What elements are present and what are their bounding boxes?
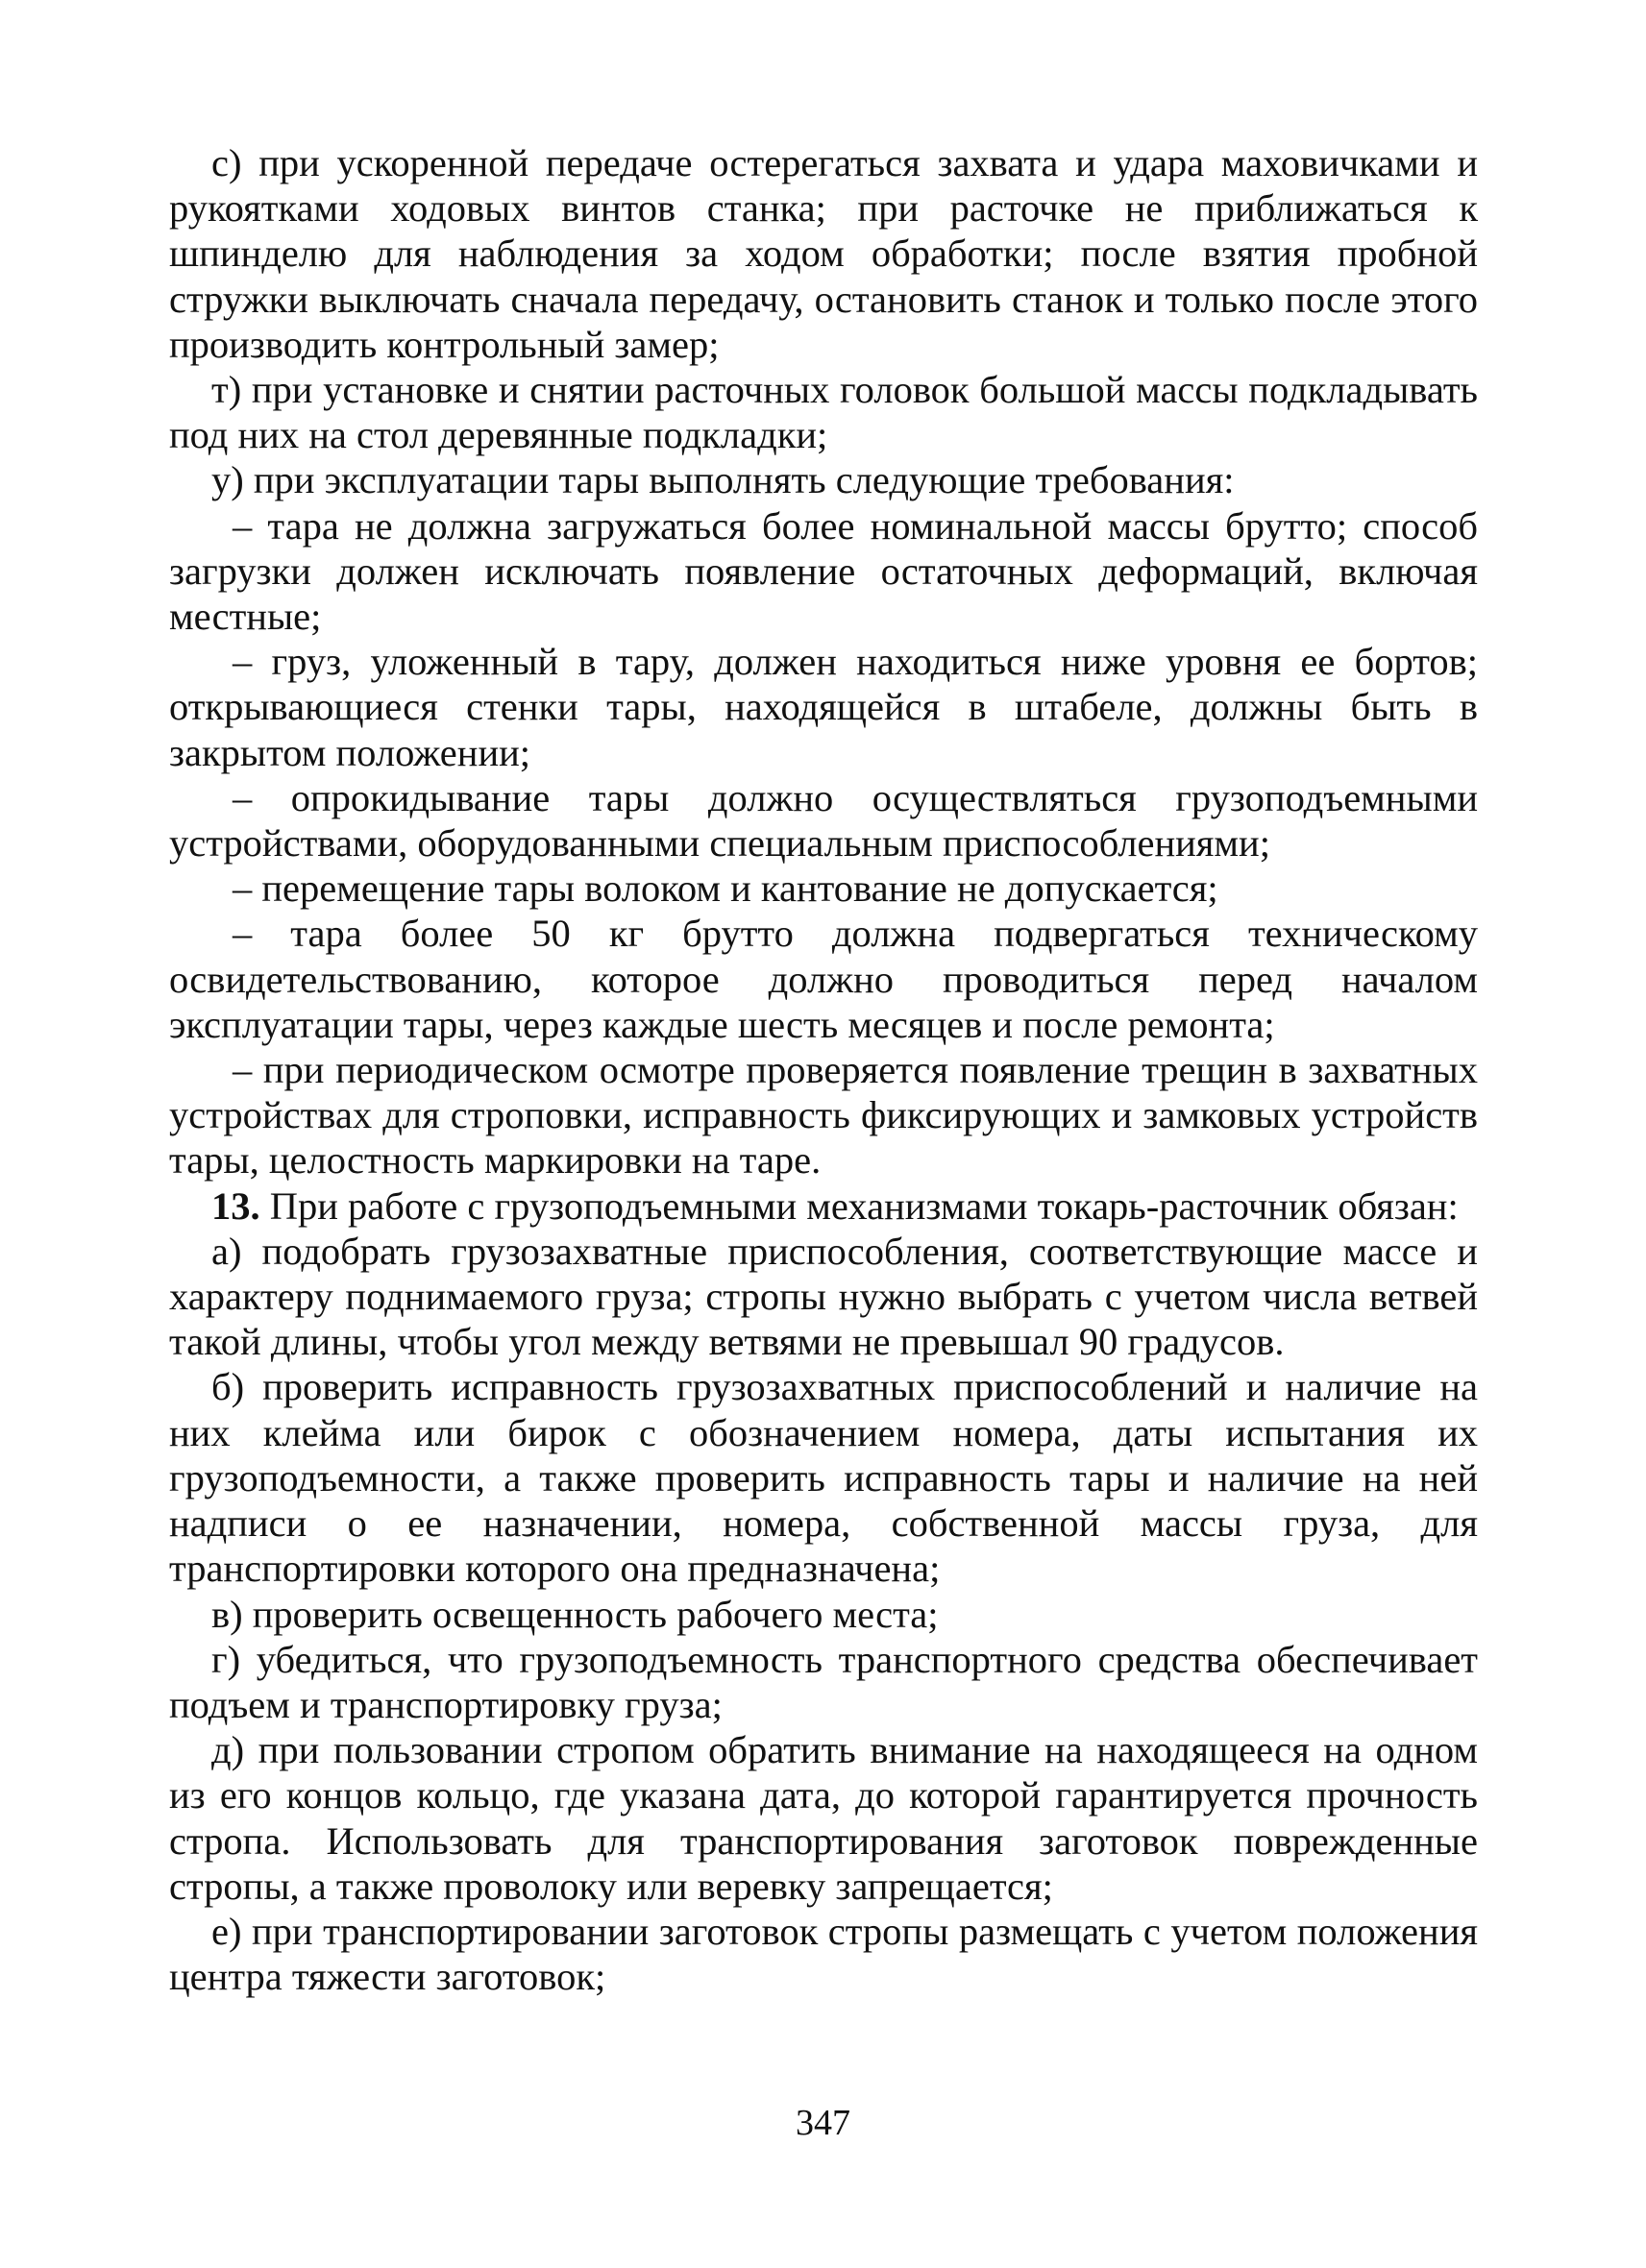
list-item: – тара более 50 кг брутто должна подвергаться техническому освидетельствованию, которое должно проводиться перед началом эксплуатации тары, через каждые шесть месяцев и после ремонта; bbox=[169, 912, 1478, 1046]
paragraph-s: с) при ускоренной передаче остерегаться захвата и удара маховичками и рукоятками ходовых винтов станка; при расточке не приближаться к шпинделю для наблюдения за ходом обработки; после взятия пробной стружки выключать сначала передачу, остановить станок и только после этого производить контрольный замер; bbox=[169, 141, 1478, 366]
section-13 bbox=[169, 1183, 1478, 1229]
paragraph-t: т) при установке и снятии расточных головок большой массы подкладывать под них на стол деревянные подкладки; bbox=[169, 368, 1478, 457]
paragraph-a: а) подобрать грузозахватные приспособления, соответствующие массе и характеру поднимаемого груза; стропы нужно выбрать с учетом числа ветвей такой длины, чтобы угол между ветвями не превышал 90 градусов. bbox=[169, 1229, 1478, 1364]
paragraph-b: б) проверить исправность грузозахватных приспособлений и наличие на них клейма или бирок с обозначением номера, даты испытания их грузоподъемности, а также проверить исправность тары и наличие на ней надписи о ее назначении, номера, собственной массы груза, для транспортировки которого она предназначена; bbox=[169, 1365, 1478, 1591]
section-number: 13. bbox=[211, 1183, 260, 1228]
paragraph-d: д) при пользовании стропом обратить внимание на находящееся на одном из его концов кольцо, где указана дата, до которой гарантируется прочность стропа. Использовать для транспортирования заготовок поврежденные стропы, а также проволоку или веревку запрещается; bbox=[169, 1728, 1478, 1908]
paragraph-u: у) при эксплуатации тары выполнять следующие требования: bbox=[211, 458, 1235, 502]
list-item: – груз, уложенный в тару, должен находиться ниже уровня ее бортов; открывающиеся стенки тары, находящейся в штабеле, должны быть в закрытом положении; bbox=[169, 640, 1478, 774]
paragraph-g: г) убедиться, что грузоподъемность транспортного средства обеспечивает подъем и транспортировку груза; bbox=[169, 1637, 1478, 1726]
page-number: 347 bbox=[796, 2103, 850, 2143]
paragraph-e: е) при транспортировании заготовок стропы размещать с учетом положения центра тяжести заготовок; bbox=[169, 1909, 1478, 1999]
section-text: При работе с грузоподъемными механизмами токарь-расточник обязан: bbox=[259, 1183, 1459, 1228]
page-body bbox=[169, 140, 1478, 1999]
list-item: – опрокидывание тары должно осуществляться грузоподъемными устройствами, оборудованными специальным приспособлениями; bbox=[169, 775, 1478, 866]
list-item: – тара не должна загружаться более номинальной массы брутто; способ загрузки должен исключать появление остаточных деформаций, включая местные; bbox=[169, 503, 1478, 639]
paragraph-v: в) проверить освещенность рабочего места; bbox=[211, 1592, 939, 1636]
list-item: – при периодическом осмотре проверяется появление трещин в захватных устройствах для строповки, исправность фиксирующих и замковых устройств тары, целостность маркировки на таре. bbox=[169, 1048, 1478, 1183]
list-item: – перемещение тары волоком и кантование не допускается; bbox=[233, 866, 1218, 911]
